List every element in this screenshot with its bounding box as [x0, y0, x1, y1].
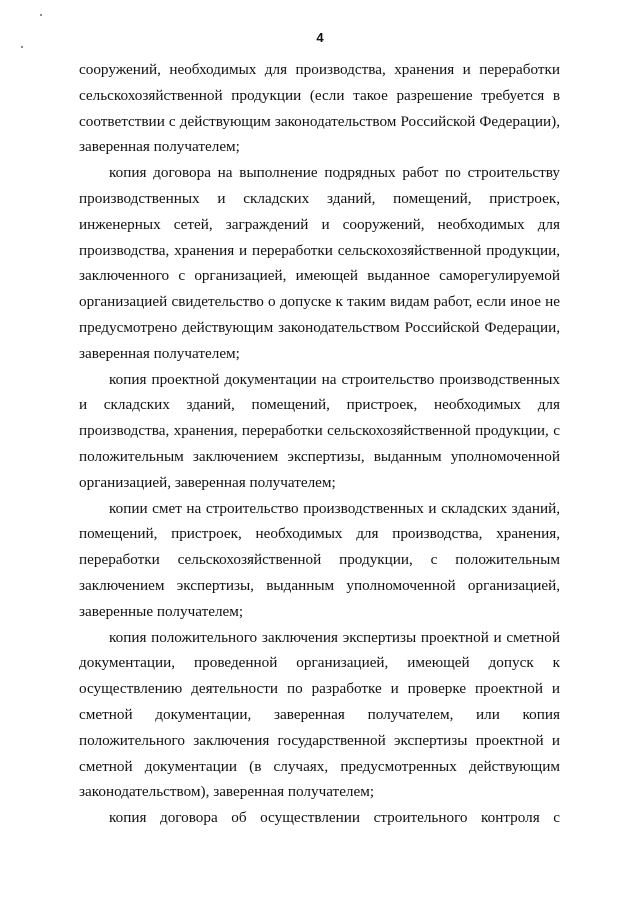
- scan-speck: [21, 46, 23, 48]
- scan-speck: [40, 14, 42, 16]
- paragraph: копия договора на выполнение подрядных работ по строительству производственных и складских зданий, помещений, пристроек, инженерных сетей, заграждений и сооружений, необходимых для производства, хранения и переработки сельскохозяйственной продукции, заключенного с организацией, имеющей выданное саморегулируемой организацией свидетельство о допуске к таким видам работ, если иное не предусмотрено действующим законодательством Российской Федерации, заверенная получателем;: [79, 164, 560, 362]
- paragraph-continued: сооружений, необходимых для производства, хранения и переработки сельскохозяйственной продукции (если такое разрешение требуется в соответствии с действующим законодательством Российской Федерации), заверенная получателем;: [79, 61, 560, 156]
- paragraph: копия положительного заключения экспертизы проектной и сметной документации, проведенной организацией, имеющей допуск к осуществлению деятельности по разработке и проверке проектной и сметной документации, заверенная получателем, или копия положительного заключения государственной экспертизы проектной и сметной документации (в случаях, предусмотренных действующим законодательством), заверенная получателем;: [79, 628, 560, 801]
- paragraph: копии смет на строительство производственных и складских зданий, помещений, пристроек, необходимых для производства, хранения, переработки сельскохозяйственной продукции, с положительным заключением экспертизы, выданным уполномоченной организацией, заверенные получателем;: [79, 499, 560, 620]
- paragraph: копия проектной документации на строительство производственных и складских зданий, помещений, пристроек, необходимых для производства, хранения, переработки сельскохозяйственной продукции, с положительным заключением экспертизы, выданным уполномоченной организацией, заверенная получателем;: [79, 370, 560, 491]
- page-number: 4: [316, 30, 324, 45]
- document-body: [79, 57, 560, 831]
- paragraph-truncated: копия договора об осуществлении строительного контроля с: [109, 809, 560, 827]
